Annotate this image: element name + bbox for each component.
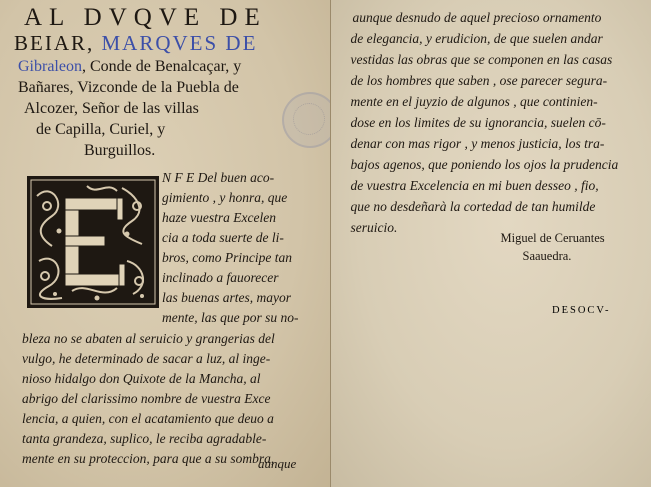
heading-line-2 xyxy=(14,31,326,56)
body-line: cia a toda suerte de li- xyxy=(162,230,284,245)
body-line: tanta grandeza, suplico, le reciba agradable- xyxy=(22,431,267,446)
heading-marques: MARQVES DE xyxy=(101,31,258,55)
body-line: seruicio. xyxy=(350,220,398,235)
body-line: vestidas las obras que se componen en las casas xyxy=(350,52,613,67)
body-line: nioso hidalgo don Quixote de la Mancha, al xyxy=(22,371,261,386)
body-line: de elegancia, y erudicion, de que suelen andar xyxy=(350,31,603,46)
heading-conde: , Conde de Benalcaçar, y xyxy=(81,58,242,75)
body-line: vulgo, he determinado de sacar a luz, al inge- xyxy=(22,351,271,366)
heading-line-5: Alcozer, Señor de las villas xyxy=(24,100,199,117)
body-line: las buenas artes, mayor xyxy=(162,290,291,305)
heading-line-4: Bañares, Vizconde de la Puebla de xyxy=(18,79,239,96)
heading-line-1: AL DVQVE DE xyxy=(24,4,267,31)
body-line: de vuestra Excelencia en mi buen desseo , fio, xyxy=(350,178,599,193)
signature-name: Miguel de Ceruantes xyxy=(500,231,605,245)
body-line: haze vuestra Excelen xyxy=(162,210,276,225)
dedication-heading xyxy=(14,4,326,161)
left-catchword: aunque xyxy=(258,456,297,471)
heading-line-3 xyxy=(14,56,326,77)
body-line: gimiento , y honra, que xyxy=(162,190,288,205)
heading-line-7: Burguillos. xyxy=(84,142,156,159)
woodcut-initial-e xyxy=(27,176,159,308)
body-line: mente en el juyzio de algunos , que continien- xyxy=(350,94,598,109)
body-line: mente, las que por su no- xyxy=(162,310,299,325)
heading-line-6: de Capilla, Curiel, y xyxy=(36,121,166,138)
library-stamp xyxy=(282,92,331,148)
heading-beiar: BEIAR, xyxy=(14,31,95,55)
heading-gibraleon: Gibraleon xyxy=(18,58,82,75)
body-line: de los hombres que saben , ose parecer segura- xyxy=(350,73,608,88)
body-line: mente en su proteccion, para que a su sombra, xyxy=(22,451,275,466)
body-line: abrigo del clarissimo nombre de vuestra Exce xyxy=(22,391,271,406)
body-line: bajos agenos, que poniendo los ojos la prudencia xyxy=(350,157,619,172)
body-line: dose en los limites de su ignorancia, suelen cō- xyxy=(350,115,606,130)
body-line: N F E Del buen aco- xyxy=(162,170,275,185)
body-line: inclinado a fauorecer xyxy=(162,270,279,285)
body-line: bros, como Principe tan xyxy=(162,250,292,265)
right-page xyxy=(331,0,651,487)
signature-surname: Saauedra. xyxy=(522,249,572,263)
right-catchword: DESOCV- xyxy=(552,305,611,316)
body-line: lencia, a quien, con el acatamiento que deuo a xyxy=(22,411,274,426)
body-line: denar con mas rigor , y menos justicia, los tra- xyxy=(350,136,605,151)
body-line: bleza no se abaten al seruicio y grangerias del xyxy=(22,331,275,346)
body-line: aunque desnudo de aquel precioso ornamento xyxy=(352,10,602,25)
body-line: que no desdeñarà la cortedad de tan humilde xyxy=(350,199,596,214)
